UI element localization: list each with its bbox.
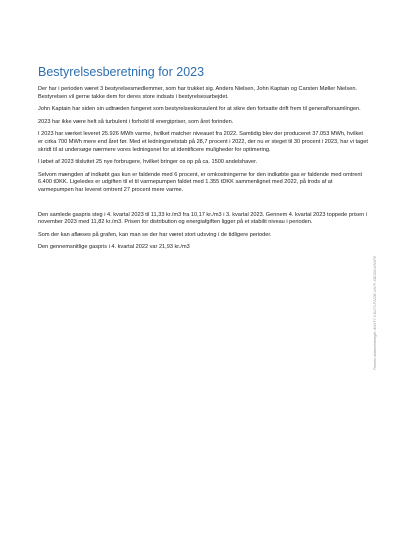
- paragraph-graph-note: Som der kan aflæses på grafen, kan man se der har været stort udsving i de tidligere perioder.: [38, 231, 272, 238]
- page-title: Bestyrelsesberetning for 2023: [38, 65, 205, 79]
- paragraph-resigned-members: Der har i perioden været 3 bestyrelsesmedlemmer, som har trukket sig. Anders Nielsen, John Kaptain og Carsten Møller Nielsen. Bestyrelsen vil gerne takke dem for deres store indsats i bestyrelsesarbejdet.: [38, 86, 357, 100]
- paragraph-energy-prices: 2023 har ikke være helt så turbulent i forhold til energipriser, som året forinden.: [38, 118, 234, 125]
- paragraph-new-consumers: I løbet af 2023 tilsluttet 25 nye forbrugere, hvilket bringer os op på ca. 1500 andelshaver.: [38, 159, 258, 166]
- paragraph-heat-production: I 2023 har værket leveret 25.926 MWh varme, hvilket matcher niveauet fra 2022. Samtidig blev der produceret 37.053 MWh, hvilket er cirka 700 MWh mere end året før. Med et ledningsnetstab på 28,7 procent i 2022, der nu er steget til 30 procent i 2023, har vi taget skridt til at undersøge nærmere vores ledningsnet for at identificere muligheder for optimering.: [38, 131, 368, 153]
- paragraph-gas-price-q4: Den samlede gaspris steg i 4. kvartal 2023 til 11,33 kr./m3 fra 10,17 kr./m3 i 3. kvartal 2023. Gennem 4. kvartal 2023 toppede prisen i november 2023 med 11,82 kr./m3. Prisen for distribution og energiafgiften ligger på et stabilit niveau i perioden.: [38, 211, 367, 226]
- signature-document-key: [373, 230, 383, 370]
- section-spacer: [38, 200, 368, 212]
- document-key-text: Penneo dokumentnøgle: ANXT7-V1W73-P2Z0E-XA7P-XBDD0-WN3F8: [373, 256, 377, 370]
- paragraph-gas-costs: Selvom mængden af indkøbt gas kun er faldende med 6 procent, er omkostningerne for den indkøbte gas er faldende med omtrent 6.400 tDKK. Ligeledes er udgiften til el til varmepumpen faldet med 1.355 tDKK sammenlignet med 2022, på trods af at varmepumpen har leveret omtrent 27 procent mere varme.: [38, 171, 363, 193]
- document-body: [38, 64, 368, 257]
- paragraph-consultant: John Kaptain har siden sin udtræden fungeret som bestyrelseskonsulent for at sikre den fortsatte drift frem til generalforsamlingen.: [38, 106, 361, 113]
- paragraph-average-gas-price: Den gennemsnitlige gaspris i 4. kvartal 2022 var 21,93 kr./m3: [38, 244, 190, 251]
